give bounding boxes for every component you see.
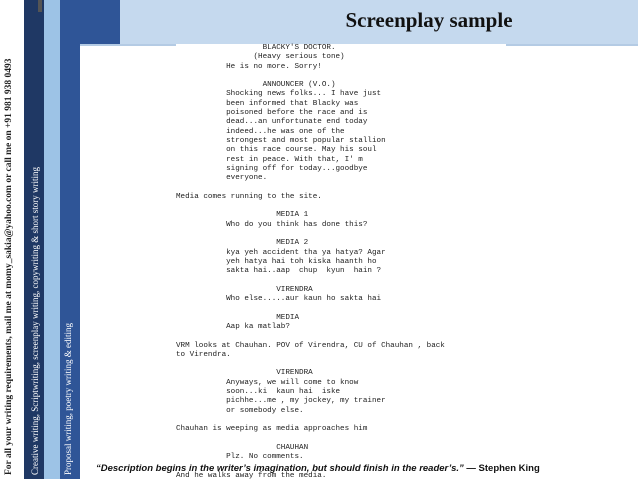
script-line: Plz. No comments.: [176, 453, 304, 462]
script-line: Who do you think has done this?: [176, 220, 368, 229]
quote-text: “Description begins in the writer’s imagination, but should finish in the reader’s.”: [96, 463, 464, 474]
script-line: [176, 416, 506, 425]
script-line: Chauhan is weeping as media approaches him: [176, 425, 368, 434]
script-line: indeed...he was one of the: [176, 127, 345, 136]
script-line: [176, 360, 506, 369]
script-line: soon...ki kaun hai iske: [176, 387, 341, 396]
script-line: yeh hatya hai toh kiska haanth ho: [176, 257, 377, 266]
script-line: on this race course. May his soul: [176, 146, 377, 155]
script-line: VIRENDRA: [176, 369, 313, 378]
script-line: BLACKY'S DOCTOR.: [176, 44, 336, 52]
script-line: [176, 304, 506, 313]
script-line: sakta hai..aap chup kyun hain ?: [176, 267, 382, 276]
script-line: MEDIA 2: [176, 239, 309, 248]
script-line: [176, 276, 506, 285]
script-line: MEDIA: [176, 313, 300, 322]
script-line: everyone.: [176, 174, 268, 183]
script-line: rest in peace. With that, I' m: [176, 155, 363, 164]
script-line: dead...an unfortunate end today: [176, 118, 368, 127]
page-title: Screenplay sample: [345, 8, 513, 32]
title-bar: [80, 0, 638, 46]
sidebar-contact-text: For all your writing requirements, mail me at momy_sakia@yahoo.com or call me on +91 981 938 0493: [4, 58, 14, 475]
script-line: VIRENDRA: [176, 285, 313, 294]
quote: [96, 463, 628, 474]
script-line: Anyways, we will come to know: [176, 378, 359, 387]
script-line: kya yeh accident tha ya hatya? Agar: [176, 248, 386, 257]
sidebar-proposal-text: Proposal writing, poetry writing & editing: [63, 323, 73, 475]
script-line: And he walks away from the media.: [176, 471, 327, 480]
script-line: [176, 434, 506, 443]
sidebar-band-light: [44, 0, 60, 479]
script-line: to Virendra.: [176, 350, 231, 359]
script-line: or somebody else.: [176, 406, 304, 415]
script-line: pichhe...me , my jockey, my trainer: [176, 397, 386, 406]
script-line: Aap ka matlab?: [176, 322, 290, 331]
script-line: [176, 332, 506, 341]
title-bar-tab: [80, 0, 120, 44]
script-line: ANNOUNCER (V.O.): [176, 81, 336, 90]
script-line: signing off for today...goodbye: [176, 164, 368, 173]
script-line: [176, 183, 506, 192]
script-line: strongest and most popular stallion: [176, 136, 386, 145]
script-line: [176, 202, 506, 211]
script-line: [176, 230, 506, 239]
script-line: poisoned before the race and is: [176, 109, 368, 118]
sidebar-services-text: Creative writing, Scriptwriting, screenplay writing, copywriting & short story writing: [30, 167, 40, 475]
quote-author: — Stephen King: [466, 463, 540, 474]
script-line: MEDIA 1: [176, 211, 309, 220]
script-line: (Heavy serious tone): [176, 53, 345, 62]
script-line: VRM looks at Chauhan. POV of Virendra, CU of Chauhan , back: [176, 341, 445, 350]
script-line: CHAUHAN: [176, 443, 309, 452]
script-line: [176, 72, 506, 81]
corner-mark: [38, 0, 42, 12]
script-line: been informed that Blacky was: [176, 99, 359, 108]
script-line: Who else.....aur kaun ho sakta hai: [176, 295, 382, 304]
script-line: Media comes running to the site.: [176, 192, 322, 201]
script-line: He is no more. Sorry!: [176, 62, 322, 71]
script-line: Shocking news folks... I have just: [176, 90, 382, 99]
